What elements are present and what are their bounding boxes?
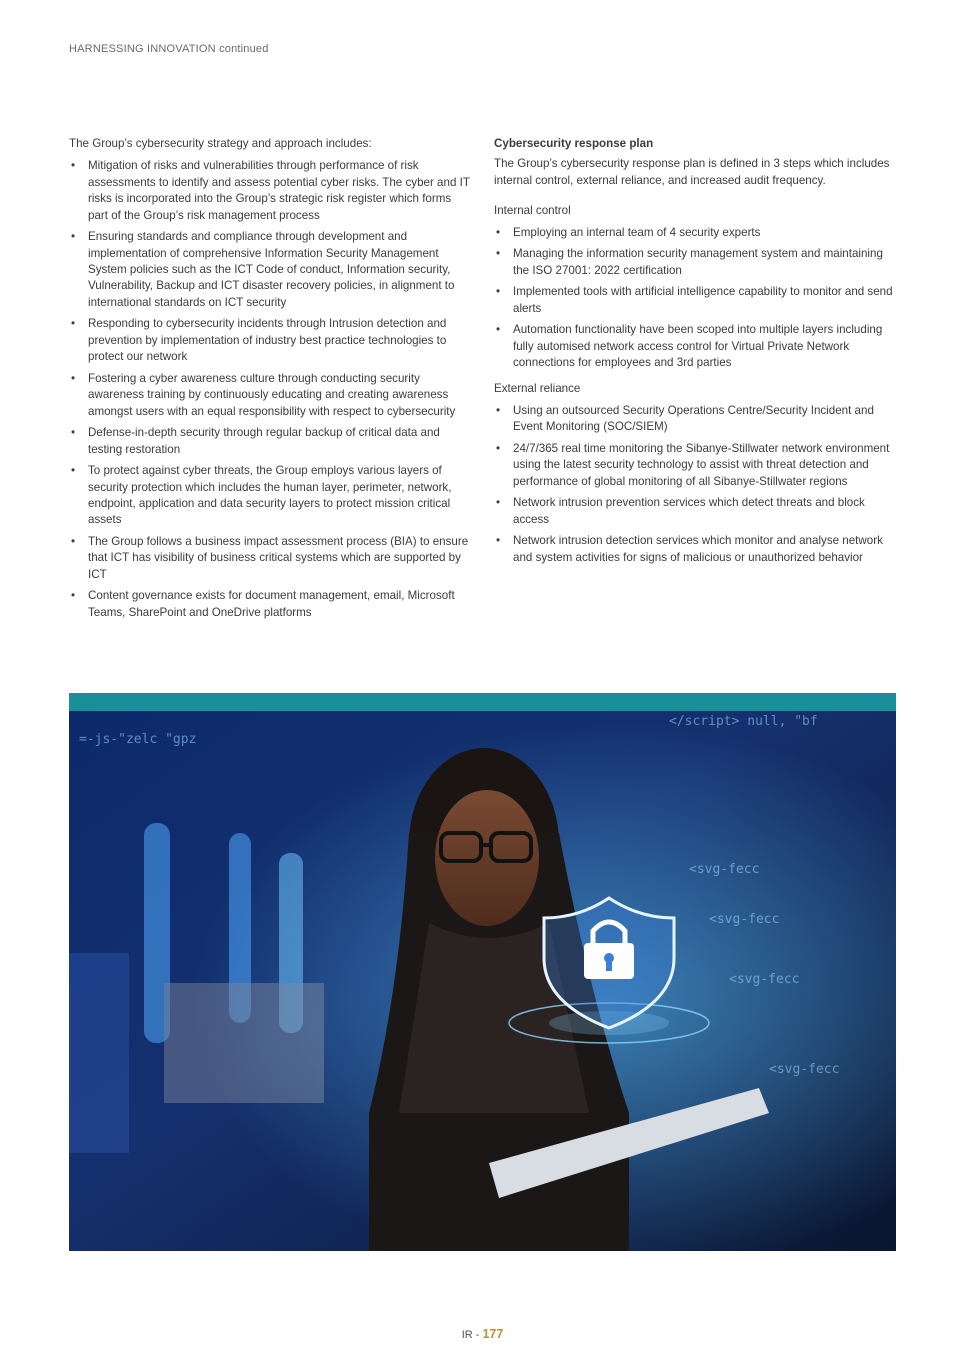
left-column bbox=[69, 136, 473, 626]
right-column bbox=[494, 136, 896, 571]
list-item: • Mitigation of risks and vulnerabilities through performance of risk assessments to identify and assess potential cyber risks. The cyber and IT risks is incorporated into the Group’s strategic risk register which forms part of the Group’s risk management process bbox=[69, 158, 473, 224]
list-item: • Automation functionality have been scoped into multiple layers including fully automised network access control for Virtual Private Network connections for employees and 3rd parties bbox=[494, 322, 896, 371]
svg-text:<svg-fecc: <svg-fecc bbox=[709, 912, 780, 927]
list-item: • To protect against cyber threats, the Group employs various layers of security protection which includes the human layer, perimeter, network, endpoint, application and data security layers to protect mission critical assets bbox=[69, 463, 473, 529]
list-item: • The Group follows a business impact assessment process (BIA) to ensure that ICT has visibility of business critical systems which are supported by ICT bbox=[69, 534, 473, 583]
list-item: • Content governance exists for document management, email, Microsoft Teams, SharePoint and OneDrive platforms bbox=[69, 588, 473, 621]
response-plan-intro: The Group’s cybersecurity response plan is defined in 3 steps which includes internal control, external reliance, and increased audit frequency. bbox=[494, 157, 890, 187]
svg-text:<svg-fecc: <svg-fecc bbox=[729, 972, 800, 987]
internal-control-heading: Internal control bbox=[494, 204, 571, 218]
list-item: • Implemented tools with artificial intelligence capability to monitor and send alerts bbox=[494, 284, 896, 317]
footer-prefix: IR - bbox=[461, 1329, 480, 1341]
section-heading: Cybersecurity response plan bbox=[494, 137, 654, 150]
list-item: • Defense-in-depth security through regular backup of critical data and testing restoration bbox=[69, 425, 473, 458]
cybersecurity-photo bbox=[69, 693, 896, 1251]
running-header: HARNESSING INNOVATION continued bbox=[69, 43, 269, 55]
page-number: 177 bbox=[482, 1327, 504, 1341]
list-item: • Network intrusion prevention services which detect threats and block access bbox=[494, 495, 896, 528]
page-footer bbox=[0, 1327, 965, 1341]
list-item: • 24/7/365 real time monitoring the Sibanye-Stillwater network environment using the latest security technology to assist with threat detection and performance of global monitoring of all Sibanye-Stillwater regions bbox=[494, 441, 896, 490]
list-item: • Network intrusion detection services which monitor and analyse network and system activities for signs of malicious or unauthorized behavior bbox=[494, 533, 896, 566]
list-item: • Ensuring standards and compliance through development and implementation of comprehensive Information Security Management System policies such as the ICT Code of conduct, Information security, Vulnerability, Backup and ICT disaster recovery policies, in alignment to international standards on ICT security bbox=[69, 229, 473, 311]
strategy-list bbox=[69, 158, 473, 621]
strategy-intro: The Group’s cybersecurity strategy and approach includes: bbox=[69, 137, 372, 150]
svg-text:</script> null, "bf: </script> null, "bf bbox=[669, 714, 818, 729]
external-reliance-list bbox=[494, 403, 896, 566]
list-item: • Managing the information security management system and maintaining the ISO 27001: 2022 certification bbox=[494, 246, 896, 279]
svg-text:<svg-fecc: <svg-fecc bbox=[689, 862, 760, 877]
list-item: • Employing an internal team of 4 security experts bbox=[494, 225, 896, 241]
list-item: • Using an outsourced Security Operations Centre/Security Incident and Event Monitoring (SOC/SIEM) bbox=[494, 403, 896, 436]
internal-control-list bbox=[494, 225, 896, 372]
svg-text:=-js-"zelc "gpz: =-js-"zelc "gpz bbox=[79, 732, 197, 747]
svg-text:<svg-fecc: <svg-fecc bbox=[769, 1062, 840, 1077]
list-item: • Responding to cybersecurity incidents through Intrusion detection and prevention by implementation of industry best practice technologies to protect our network bbox=[69, 316, 473, 365]
external-reliance-heading: External reliance bbox=[494, 382, 581, 396]
list-item: • Fostering a cyber awareness culture through conducting security awareness training by continuously educating and creating awareness amongst users with an equal responsibility with respect to cybersecurity bbox=[69, 371, 473, 420]
